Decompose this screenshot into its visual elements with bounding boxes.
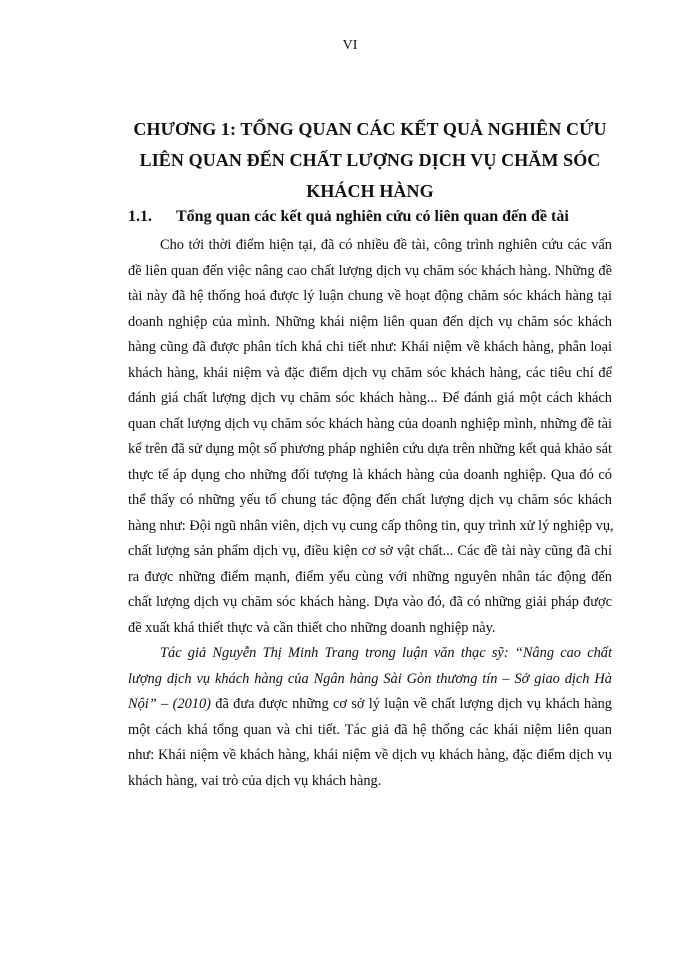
text-line: một cách khá tổng quan và chi tiết. Tác giả đã hệ thống các khái niệm liên quan <box>128 721 612 738</box>
text-line: Cho tới thời điểm hiện tại, đã có nhiều đề tài, công trình nghiên cứu các vấn <box>160 237 612 253</box>
text-run: đã đưa được những cơ sở lý luận về chất lượng dịch vụ khách hàng <box>210 696 612 712</box>
chapter-title <box>120 114 620 207</box>
text-line: thể thấy có những yếu tố chung tác động đến chất lượng dịch vụ chăm sóc khách <box>128 492 612 508</box>
paragraph-1 <box>128 233 612 641</box>
text-line: tài này đã hệ thống hoá được lý luận chung về hoạt động chăm sóc khách hàng tại <box>128 288 612 304</box>
section-heading <box>128 206 628 228</box>
text-line: chất lượng dịch vụ chăm sóc khách hàng. Dựa vào đó, đã có những giải pháp được <box>128 594 612 610</box>
text-line: chất lượng sản phẩm dịch vụ, điều kiện cơ sở vật chất... Các đề tài này cũng đã chỉ <box>128 543 612 559</box>
chapter-title-line: LIÊN QUAN ĐẾN CHẤT LƯỢNG DỊCH VỤ CHĂM SÓC <box>139 150 601 170</box>
text-line: đề xuất khá thiết thực và cần thiết cho những doanh nghiệp này. <box>128 619 496 636</box>
text-line: kể trên đã sử dụng một số phương pháp nghiên cứu dựa trên những kết quả khảo sát <box>128 441 612 457</box>
italic-citation: Tác giả Nguyễn Thị Minh Trang trong luận văn thạc sỹ: “Nâng cao chất <box>160 645 612 661</box>
text-line: đánh giá chất lượng dịch vụ chăm sóc khách hàng... Để đánh giá một cách khách <box>128 390 612 406</box>
section-number: 1.1. <box>128 208 152 225</box>
text-line: ra được những điểm mạnh, điểm yếu cùng với những nguyên nhân tác động đến <box>128 568 612 585</box>
page-number: VI <box>342 38 358 53</box>
text-line <box>128 641 612 667</box>
text-line: hàng như: Đội ngũ nhân viên, dịch vụ cung cấp thông tin, quy trình xử lý nghiệp vụ, <box>128 517 614 534</box>
text-line: khách hàng, vai trò của dịch vụ khách hàng. <box>128 772 382 789</box>
text-line <box>128 667 612 693</box>
text-line: hàng cũng đã được phân tích khá chi tiết như: Khái niệm về khách hàng, phân loại <box>128 339 612 355</box>
text-line: đề liên quan đến việc nâng cao chất lượng dịch vụ chăm sóc khách hàng. Những đề <box>128 262 612 279</box>
body-text <box>128 233 612 794</box>
text-line: thực tế áp dụng cho những đối tượng là khách hàng của doanh nghiệp. Qua đó có <box>128 466 612 483</box>
text-line: khách hàng, khái niệm và đặc điểm dịch vụ chăm sóc khách hàng, các tiêu chí để <box>128 364 612 381</box>
chapter-title-line: KHÁCH HÀNG <box>306 181 434 201</box>
text-line: quan chất lượng dịch vụ chăm sóc khách hàng của doanh nghiệp mình, những đề tài <box>128 415 612 432</box>
paragraph-2 <box>128 641 612 794</box>
chapter-title-line: CHƯƠNG 1: TỔNG QUAN CÁC KẾT QUẢ NGHIÊN CỨU <box>133 119 607 139</box>
italic-citation: Nội” – (2010) <box>128 696 211 712</box>
text-line: doanh nghiệp của mình. Những khái niệm liên quan đến dịch vụ chăm sóc khách <box>128 313 612 330</box>
text-line: như: Khái niệm về khách hàng, khái niệm về dịch vụ khách hàng, đặc điểm dịch vụ <box>128 747 612 763</box>
text-line <box>128 692 612 718</box>
italic-citation: lượng dịch vụ khách hàng của Ngân hàng Sài Gòn thương tín – Sở giao dịch Hà <box>128 670 612 687</box>
section-title: Tổng quan các kết quả nghiên cứu có liên quan đến đề tài <box>176 208 569 225</box>
